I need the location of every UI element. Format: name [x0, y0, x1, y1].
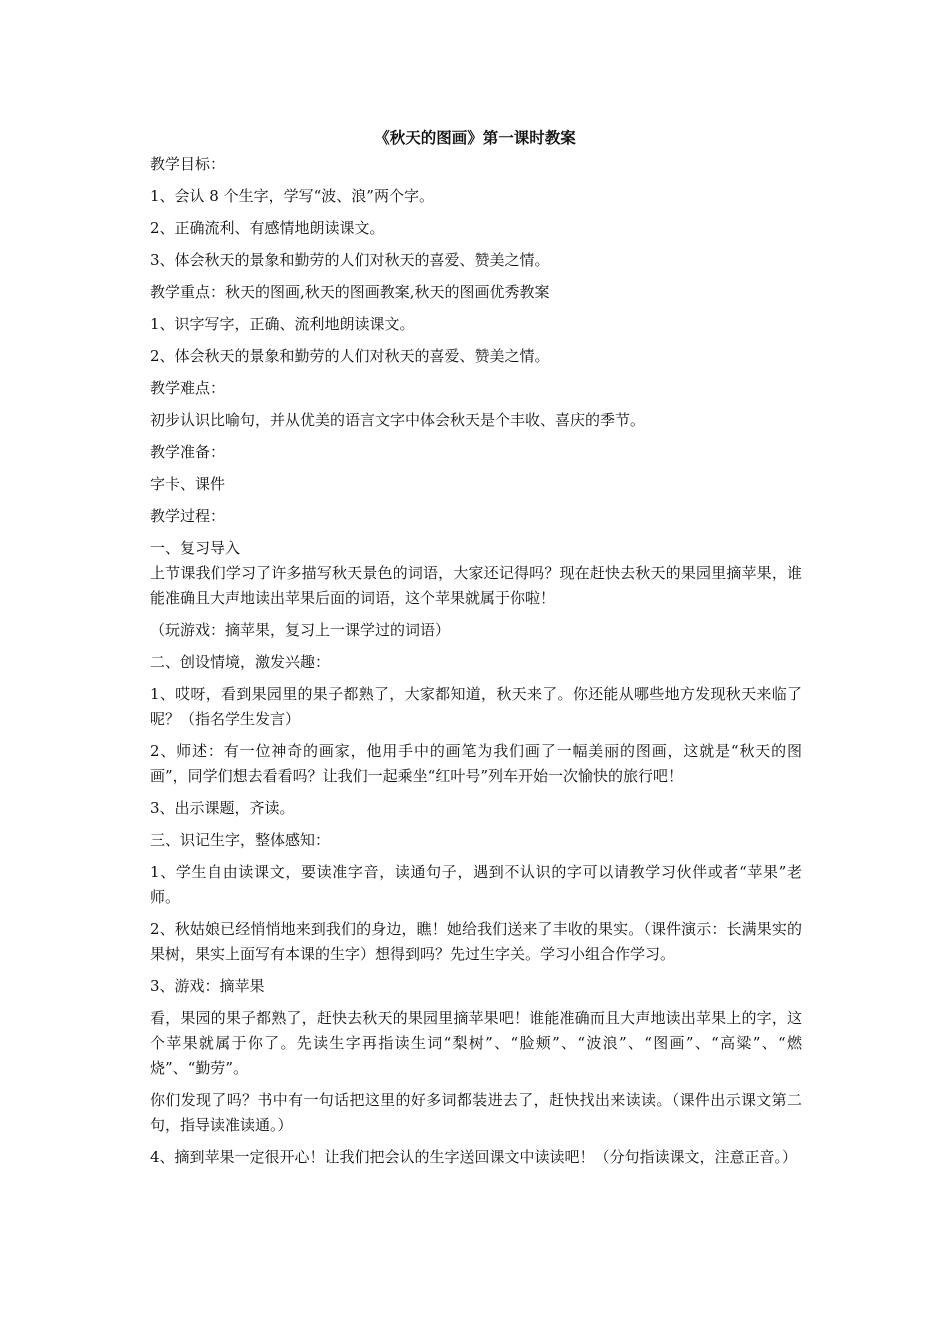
paragraph: 3、出示课题，齐读。 — [150, 799, 295, 817]
paragraph: 1、学生自由读课文，要读准字音，读通句子，遇到不认识的字可以请教学习伙伴或者“苹果”老师。 — [150, 863, 802, 906]
paragraph: 4、摘到苹果一定很开心！让我们把会认的生字送回课文中读读吧！（分句指读课文，注意正音。） — [150, 1148, 798, 1166]
list-item: 2、体会秋天的景象和勤劳的人们对秋天的喜爱、赞美之情。 — [150, 347, 550, 365]
list-item: 2、正确流利、有感情地朗读课文。 — [150, 219, 385, 237]
paragraph: 上节课我们学习了许多描写秋天景色的词语，大家还记得吗？现在赶快去秋天的果园里摘苹果，谁能准确且大声地读出苹果后面的词语，这个苹果就属于你啦！ — [150, 564, 802, 607]
paragraph: （玩游戏：摘苹果，复习上一课学过的词语） — [150, 621, 451, 639]
paragraph: 3、游戏：摘苹果 — [150, 977, 265, 995]
document-body — [150, 152, 802, 1177]
section-heading: 教学过程： — [150, 507, 226, 525]
paragraph: 你们发现了吗？书中有一句话把这里的好多词都装进去了，赶快找出来读读。（课件出示课文第二句，指导读准读通。） — [150, 1091, 802, 1134]
paragraph: 初步认识比喻句，并从优美的语言文字中体会秋天是个丰收、喜庆的季节。 — [150, 411, 646, 429]
paragraph: 1、哎呀，看到果园里的果子都熟了，大家都知道，秋天来了。你还能从哪些地方发现秋天来临了呢？（指名学生发言） — [150, 685, 802, 728]
document-title: 《秋天的图画》第一课时教案 — [374, 128, 576, 147]
paragraph: 字卡、课件 — [150, 475, 226, 493]
list-item: 1、识字写字，正确、流利地朗读课文。 — [150, 315, 415, 333]
subsection-heading: 三、识记生字，整体感知： — [150, 831, 331, 849]
paragraph: 2、师述：有一位神奇的画家，他用手中的画笔为我们画了一幅美丽的图画，这就是“秋天的图画”，同学们想去看看吗？让我们一起乘坐“红叶号”列车开始一次愉快的旅行吧！ — [150, 742, 802, 785]
list-item: 3、体会秋天的景象和勤劳的人们对秋天的喜爱、赞美之情。 — [150, 251, 550, 269]
paragraph: 2、秋姑娘已经悄悄地来到我们的身边，瞧！她给我们送来了丰收的果实。（课件演示：长满果实的果树，果实上面写有本课的生字）想得到吗？先过生字关。学习小组合作学习。 — [150, 920, 802, 963]
section-heading: 教学难点： — [150, 379, 226, 397]
paragraph: 看，果园的果子都熟了，赶快去秋天的果园里摘苹果吧！谁能准确而且大声地读出苹果上的字，这个苹果就属于你了。先读生字再指读生词“梨树”、“脸颊”、“波浪”、“图画”、“高粱”、“燃烧”、“勤劳”。 — [150, 1009, 802, 1077]
section-heading: 教学目标： — [150, 155, 226, 173]
section-heading: 教学准备： — [150, 443, 226, 461]
list-item: 1、会认 8 个生字，学写“波、浪”两个字。 — [150, 187, 434, 205]
subsection-heading: 二、创设情境，激发兴趣： — [150, 653, 331, 671]
section-heading: 教学重点：秋天的图画,秋天的图画教案,秋天的图画优秀教案 — [150, 283, 550, 301]
subsection-heading: 一、复习导入 — [150, 539, 241, 557]
